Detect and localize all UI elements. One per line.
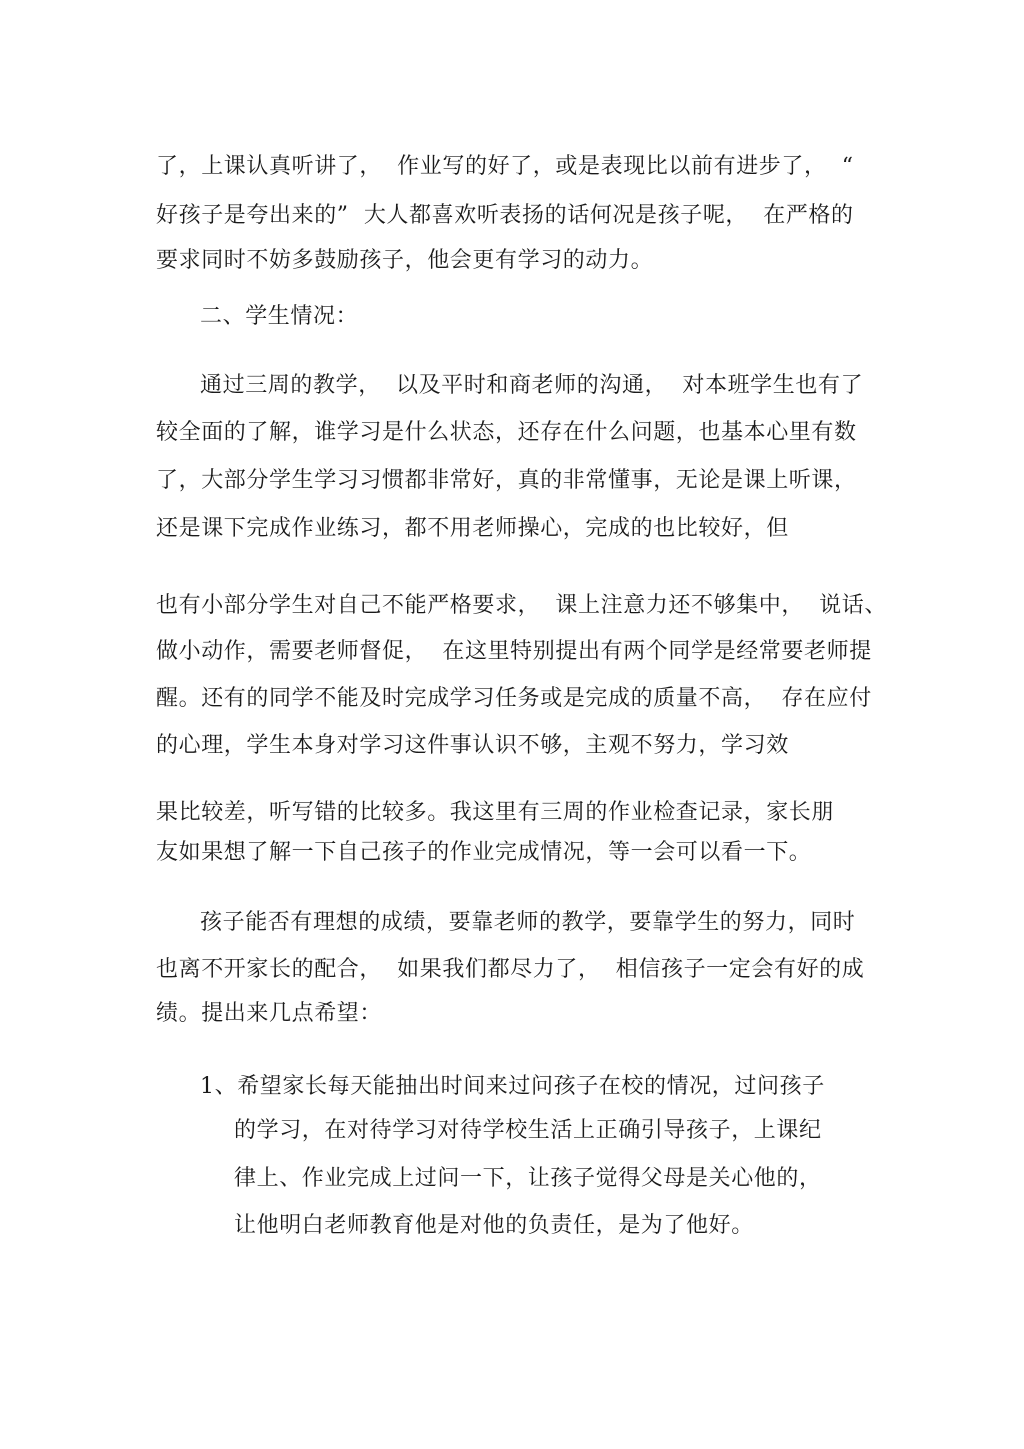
- text-line: 友如果想了解一下自己孩子的作业完成情况，等一会可以看一下。: [156, 840, 812, 865]
- text-line: 律上、作业完成上过问一下，让孩子觉得父母是关心他的，: [234, 1166, 822, 1191]
- text-line: 1、希望家长每天能抽出时间来过问孩子在校的情况，过问孩子: [200, 1074, 825, 1099]
- text-line: 做小动作，需要老师督促， 在这里特别提出有两个同学是经常要老师提: [156, 639, 872, 664]
- text-line: 了，大部分学生学习习惯都非常好，真的非常懂事，无论是课上听课，: [156, 468, 857, 493]
- text-line: 较全面的了解，谁学习是什么状态，还存在什么问题，也基本心里有数: [156, 420, 857, 445]
- text-line: 也离不开家长的配合， 如果我们都尽力了， 相信孩子一定会有好的成: [156, 957, 865, 982]
- text-line: 果比较差，听写错的比较多。我这里有三周的作业检查记录，家长朋: [156, 800, 835, 825]
- text-line: 让他明白老师教育他是对他的负责任，是为了他好。: [234, 1213, 754, 1238]
- text-line: 的心理，学生本身对学习这件事认识不够，主观不努力，学习效: [156, 733, 789, 758]
- section-heading: 二、学生情况：: [200, 304, 359, 329]
- text-line: 通过三周的教学， 以及平时和商老师的沟通， 对本班学生也有了: [200, 373, 864, 398]
- text-line: 还是课下完成作业练习，都不用老师操心，完成的也比较好，但: [156, 516, 789, 541]
- text-line: 要求同时不妨多鼓励孩子，他会更有学习的动力。: [156, 248, 654, 273]
- text-line: 也有小部分学生对自己不能严格要求， 课上注意力还不够集中， 说话、: [156, 593, 887, 618]
- text-line: 好孩子是夸出来的” 大人都喜欢听表扬的话何况是孩子呢， 在严格的: [156, 203, 854, 228]
- text-line: 的学习，在对待学习对待学校生活上正确引导孩子，上课纪: [234, 1118, 822, 1143]
- text-line: 绩。提出来几点希望：: [156, 1001, 383, 1026]
- text-line: 醒。还有的同学不能及时完成学习任务或是完成的质量不高， 存在应付: [156, 686, 872, 711]
- text-line: 了，上课认真听讲了， 作业写的好了，或是表现比以前有进步了， “: [156, 154, 854, 179]
- text-line: 孩子能否有理想的成绩，要靠老师的教学，要靠学生的努力，同时: [200, 910, 856, 935]
